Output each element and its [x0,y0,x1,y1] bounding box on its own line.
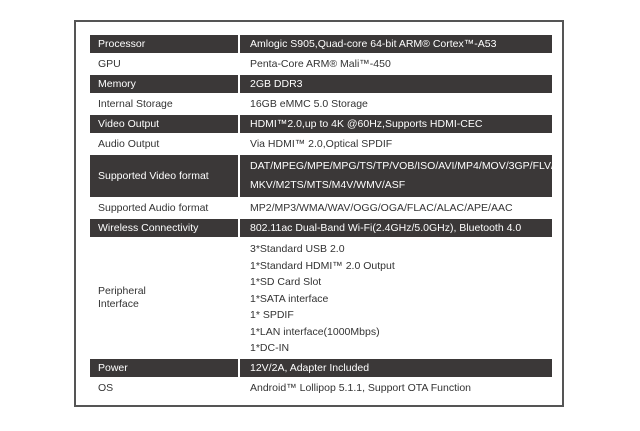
spec-label: GPU [98,57,121,70]
spec-label: Audio Output [98,137,160,150]
spec-value: 2GB DDR3 [240,75,552,93]
spec-label: Supported Video format [90,155,238,197]
spec-label: Internal Storage [98,97,173,110]
spec-row-audio-output [90,135,552,153]
spec-row-processor [90,35,552,53]
spec-row-os [90,379,552,397]
spec-row-video-format [90,155,552,197]
spec-value: Penta-Core ARM® Mali™-450 [250,57,391,70]
spec-value: 12V/2A, Adapter Included [240,359,552,377]
spec-value: Amlogic S905,Quad-core 64-bit ARM® Cortex™-A53 [240,35,552,53]
spec-row-video-output [90,115,552,133]
spec-row-peripheral [90,239,552,357]
spec-label: Processor [90,35,238,53]
spec-label: Video Output [90,115,238,133]
spec-label: Power [90,359,238,377]
spec-row-audio-format [90,199,552,217]
spec-value: 3*Standard USB 2.0 1*Standard HDMI™ 2.0 Output 1*SD Card Slot 1*SATA interface 1* SPDIF 1*LAN interface(1000Mbps) 1*DC-IN [250,243,395,354]
spec-label: Memory [90,75,238,93]
spec-table [74,20,564,407]
spec-value: 16GB eMMC 5.0 Storage [250,97,368,110]
spec-value: DAT/MPEG/MPE/MPG/TS/TP/VOB/ISO/AVI/MP4/MOV/3GP/FLV/ MKV/M2TS/MTS/M4V/WMV/ASF [240,155,552,197]
spec-value: HDMI™2.0,up to 4K @60Hz,Supports HDMI-CEC [240,115,552,133]
spec-value: MP2/MP3/WMA/WAV/OGG/OGA/FLAC/ALAC/APE/AAC [250,201,513,214]
spec-value: Android™ Lollipop 5.1.1, Support OTA Function [250,381,472,394]
spec-label: Wireless Connectivity [90,219,238,237]
spec-row-internal-storage [90,95,552,113]
spec-row-memory [90,75,552,93]
spec-row-power [90,359,552,377]
spec-label: OS [98,381,114,394]
spec-row-wireless [90,219,552,237]
spec-value: Via HDMI™ 2.0,Optical SPDIF [250,137,393,150]
spec-label: Peripheral Interface [98,285,146,310]
spec-label: Supported Audio format [98,201,209,214]
spec-value: 802.11ac Dual-Band Wi-Fi(2.4GHz/5.0GHz), Bluetooth 4.0 [240,219,552,237]
spec-row-gpu [90,55,552,73]
